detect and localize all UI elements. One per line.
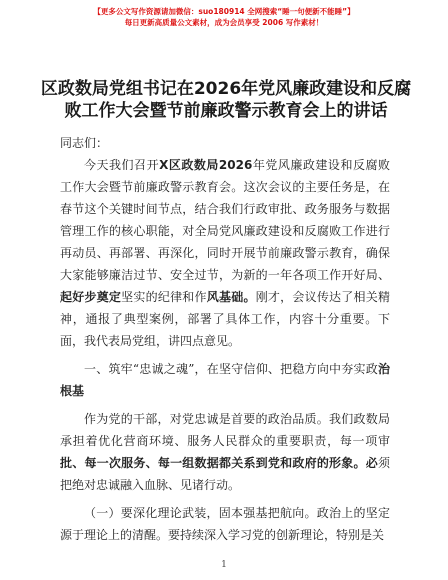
section-heading-1 (60, 358, 390, 402)
section-heading-1-b: 治根基 (60, 362, 390, 398)
intro-text-b: X区政数局2026 (159, 158, 253, 172)
intro-text-g: 刚才，会议传达了相关精神，通报了典型案例，部署了具体工作，内容十分重要。下面，我代表局党组，讲四点意见。 (60, 290, 390, 348)
intro-text-f: 风基础。 (206, 290, 256, 304)
document-body (60, 132, 390, 546)
promo-banner-line-1: 【更多公文写作资源请加微信：suo180914 全网搜索“睡一句便新不能睡”】 (93, 7, 355, 16)
intro-text-a: 今天我们召开 (84, 158, 160, 172)
loyalty-text-c: 须把绝对忠诚融入血脉、见诸行动。 (60, 456, 390, 492)
intro-text-e: 坚实的纪律和作 (121, 290, 207, 304)
document-title: 区政数局党组书记在2026年党风廉政建设和反腐败工作大会暨节前廉政警示教育会上的讲话 (40, 79, 412, 121)
intro-text-d: 起好步奠定 (60, 290, 122, 304)
loyalty-text-b: 批、每一次服务、每一组数据都关系到党和政府的形象。必 (60, 456, 378, 470)
intro-text-c: 年党风廉政建设和反腐败工作大会暨节前廉政警示教育会。这次会议的主要任务是，在春节这个关键时间节点，结合我们行政审批、政务服务与数据管理工作的核心职能，对全局党风廉政建设和反腐败工作进行再动员、再部署、再深化，同时开展节前廉政警示教育，确保大家能够廉洁过节、安全过节，为新的一年各项工作开好局、 (60, 158, 390, 282)
loyalty-paragraph (60, 408, 390, 496)
intro-paragraph (60, 154, 390, 352)
section-heading-1-a: 一、筑牢“忠诚之魂”，在坚守信仰、把稳方向中夯实政 (84, 362, 378, 376)
page-number: 1 (221, 560, 227, 570)
salutation: 同志们： (60, 136, 109, 150)
subsection-1: （一）要深化理论武装，固本强基把航向。政治上的坚定源于理论上的清醒。要持续深入学习党的创新理论，特别是关 (60, 506, 390, 542)
promo-banner-line-2: 每日更新高质量公文素材，成为会员享受 2006 写作素材！ (124, 18, 324, 27)
loyalty-text-a: 作为党的干部，对党忠诚是首要的政治品质。我们政数局承担着优化营商环境、服务人民群众的重要职责，每一项审 (60, 412, 390, 448)
